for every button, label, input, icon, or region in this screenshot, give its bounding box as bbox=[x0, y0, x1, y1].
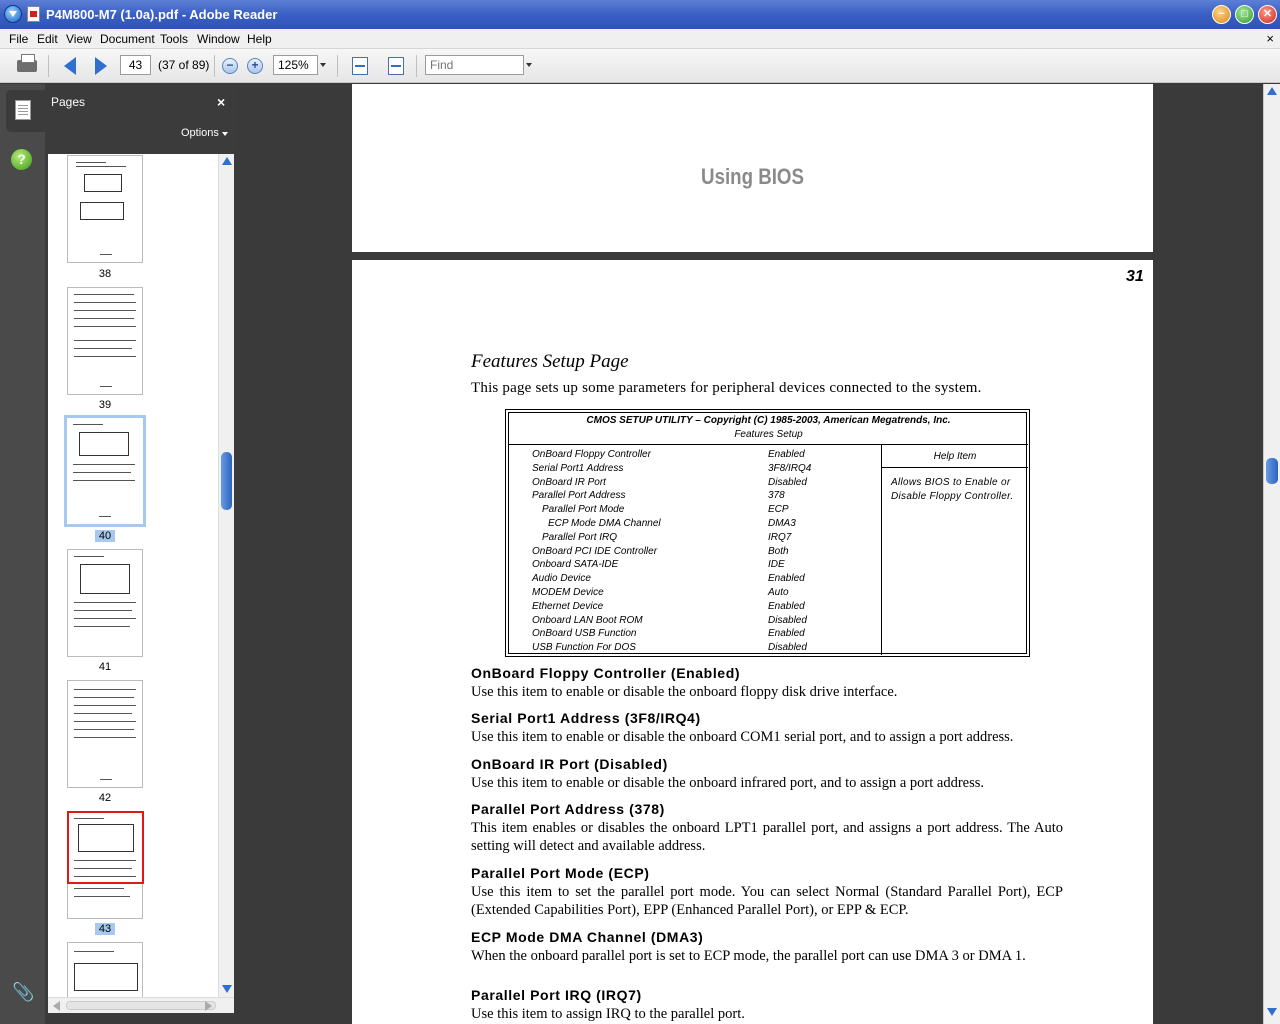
page-thumbnail-39[interactable] bbox=[67, 287, 143, 395]
toolbar-divider bbox=[214, 55, 215, 77]
setting-heading: Parallel Port Mode (ECP) bbox=[471, 865, 650, 881]
scrollbar-thumb[interactable] bbox=[1266, 458, 1278, 484]
zoom-out-button[interactable] bbox=[218, 55, 242, 77]
bios-setting-name: Parallel Port Address bbox=[532, 490, 626, 502]
close-document-button[interactable]: × bbox=[1266, 31, 1274, 46]
scroll-down-icon[interactable] bbox=[222, 985, 232, 993]
setting-description bbox=[471, 665, 1063, 701]
bios-setting-name: OnBoard IR Port bbox=[532, 476, 606, 488]
menu-window[interactable]: Window bbox=[197, 32, 240, 46]
bios-setting-value: Enabled bbox=[768, 628, 805, 640]
thumbnail-label: 40 bbox=[67, 530, 143, 542]
menu-document[interactable]: Document bbox=[100, 32, 155, 46]
bios-setting-value: DMA3 bbox=[768, 518, 796, 529]
options-menu-button[interactable]: Options bbox=[181, 127, 219, 139]
find-options-dropdown-icon[interactable] bbox=[526, 63, 532, 67]
close-icon: ✕ bbox=[1262, 8, 1273, 20]
setting-description bbox=[471, 801, 1063, 855]
section-title: Features Setup Page bbox=[471, 351, 629, 372]
bios-setting-name: Onboard LAN Boot ROM bbox=[532, 614, 643, 626]
bios-help-header: Help Item bbox=[882, 446, 1028, 468]
bios-setting-value: Enabled bbox=[768, 600, 805, 612]
document-scrollbar[interactable] bbox=[1263, 84, 1280, 1024]
scroll-up-icon[interactable] bbox=[222, 157, 232, 165]
title-bar bbox=[0, 0, 1280, 29]
scroll-down-icon[interactable] bbox=[1267, 1008, 1277, 1016]
arrow-left-icon bbox=[64, 57, 76, 75]
setting-heading: ECP Mode DMA Channel (DMA3) bbox=[471, 929, 704, 945]
bios-help-text: Allows BIOS to Enable or Disable Floppy Controller. bbox=[891, 477, 1014, 502]
scroll-right-icon[interactable] bbox=[205, 1001, 212, 1011]
bios-setting-value: 3F8/IRQ4 bbox=[768, 462, 812, 474]
toolbar-divider bbox=[416, 55, 417, 77]
thumbnail-label: 39 bbox=[98, 399, 112, 411]
zoom-dropdown-icon[interactable] bbox=[320, 63, 326, 67]
page-heading: Using BIOS bbox=[701, 164, 804, 189]
maximize-icon: □ bbox=[1241, 8, 1248, 20]
help-icon[interactable]: ? bbox=[11, 149, 32, 170]
pdf-page-previous bbox=[352, 84, 1153, 252]
navigation-rail bbox=[0, 84, 45, 1024]
bios-setting-value: Disabled bbox=[768, 642, 807, 654]
fit-page-icon bbox=[388, 57, 404, 75]
bios-setting-name: Serial Port1 Address bbox=[532, 462, 624, 474]
bios-setting-value: Auto bbox=[768, 587, 789, 598]
thumbnail-label: 42 bbox=[98, 792, 112, 804]
bios-setting-value: Enabled bbox=[768, 449, 805, 460]
arrow-right-icon bbox=[95, 57, 107, 75]
setting-heading: OnBoard Floppy Controller (Enabled) bbox=[471, 665, 741, 681]
page-number-input[interactable] bbox=[120, 55, 151, 75]
zoom-out-icon: − bbox=[222, 58, 238, 74]
bios-setting-value: ECP bbox=[768, 504, 789, 516]
next-page-button[interactable] bbox=[89, 55, 113, 77]
menu-file[interactable]: File bbox=[9, 32, 29, 46]
chevron-down-icon bbox=[222, 132, 228, 136]
setting-text: When the onboard parallel port is set to ECP mode, the parallel port can use DMA 3 or DMA 1. bbox=[471, 948, 1026, 964]
zoom-in-icon: + bbox=[247, 58, 263, 74]
bios-setting-name: Parallel Port Mode bbox=[542, 504, 625, 516]
bios-setting-name: Onboard SATA-IDE bbox=[532, 559, 619, 571]
setting-text: This item enables or disables the onboard LPT1 parallel port, and assigns a port address. The Auto setting will detect and available address. bbox=[471, 820, 1063, 854]
print-button[interactable] bbox=[15, 55, 39, 77]
pages-panel-title: Pages bbox=[51, 95, 86, 109]
page-thumbnail-42[interactable] bbox=[67, 680, 143, 788]
setting-description bbox=[471, 865, 1063, 919]
fit-width-button[interactable] bbox=[348, 55, 372, 77]
page-thumbnail-38[interactable] bbox=[67, 155, 143, 263]
thumbnail-label: 43 bbox=[67, 923, 143, 935]
setting-description bbox=[471, 929, 1063, 965]
bios-setting-value: 378 bbox=[768, 490, 785, 502]
menu-tools[interactable]: Tools bbox=[160, 32, 189, 46]
pages-tab-button[interactable] bbox=[6, 90, 45, 132]
menu-edit[interactable]: Edit bbox=[37, 32, 58, 46]
setting-heading: Serial Port1 Address (3F8/IRQ4) bbox=[471, 710, 701, 726]
bios-setting-name: OnBoard Floppy Controller bbox=[532, 449, 651, 460]
menu-bar bbox=[0, 29, 1280, 49]
thumbnail-label: 41 bbox=[98, 661, 112, 673]
minimize-icon: − bbox=[1218, 8, 1225, 20]
page-thumbnail-44[interactable] bbox=[67, 942, 143, 997]
attachments-icon[interactable]: 📎 bbox=[12, 982, 35, 1002]
pdf-page-current bbox=[352, 260, 1153, 1024]
minimize-button[interactable] bbox=[1212, 5, 1231, 24]
bios-setting-value: Disabled bbox=[768, 614, 807, 626]
setting-text: Use this item to enable or disable the onboard floppy disk drive interface. bbox=[471, 684, 898, 700]
setting-description bbox=[471, 987, 1063, 1023]
toolbar bbox=[0, 49, 1280, 83]
pages-panel bbox=[45, 84, 237, 1018]
menu-help[interactable]: Help bbox=[247, 32, 272, 46]
bios-setting-value: IRQ7 bbox=[768, 531, 792, 543]
printer-icon bbox=[17, 60, 37, 72]
page-number: 31 bbox=[1126, 268, 1144, 285]
pdf-document-icon bbox=[27, 6, 40, 22]
menu-view[interactable]: View bbox=[66, 32, 92, 46]
bios-setting-value: Both bbox=[768, 545, 789, 557]
find-input[interactable] bbox=[425, 55, 524, 75]
close-window-button[interactable] bbox=[1258, 5, 1277, 24]
toolbar-divider bbox=[48, 55, 49, 77]
setting-heading: OnBoard IR Port (Disabled) bbox=[471, 756, 668, 772]
setting-text: Use this item to set the parallel port mode. You can select Normal (Standard Parallel Port), ECP (Extended Capabilities Port), EPP (Enhanced Parallel Port), or EPP & ECP. bbox=[471, 884, 1063, 918]
bios-setting-name: ECP Mode DMA Channel bbox=[548, 518, 661, 529]
bios-setting-name: OnBoard USB Function bbox=[532, 628, 637, 640]
setting-heading: Parallel Port IRQ (IRQ7) bbox=[471, 987, 642, 1003]
page-thumbnail-40[interactable] bbox=[64, 415, 146, 527]
page-thumbnail-43[interactable] bbox=[67, 811, 143, 919]
maximize-button[interactable] bbox=[1235, 5, 1254, 24]
setting-description bbox=[471, 710, 1063, 746]
bios-header: CMOS SETUP UTILITY – Copyright (C) 1985-2003, American Megatrends, Inc. bbox=[586, 415, 951, 426]
bios-setting-name: Ethernet Device bbox=[532, 600, 604, 612]
previous-page-button[interactable] bbox=[58, 55, 82, 77]
thumbnail-label: 38 bbox=[98, 268, 112, 280]
document-view[interactable] bbox=[238, 84, 1263, 1024]
bios-setup-screen bbox=[505, 409, 1030, 657]
setting-heading: Parallel Port Address (378) bbox=[471, 801, 665, 817]
scroll-up-icon[interactable] bbox=[1267, 87, 1277, 95]
page-thumbnail-41[interactable] bbox=[67, 549, 143, 657]
bios-setting-name: Audio Device bbox=[532, 573, 591, 585]
setting-text: Use this item to assign IRQ to the parallel port. bbox=[471, 1006, 745, 1022]
adobe-reader-app-icon[interactable] bbox=[4, 5, 22, 23]
bios-setting-name: MODEM Device bbox=[532, 587, 604, 598]
thumbnail-horizontal-scrollbar[interactable] bbox=[48, 997, 234, 1013]
bios-setting-name: USB Function For DOS bbox=[532, 642, 636, 654]
page-count-label: (37 of 89) bbox=[158, 58, 210, 72]
fit-width-icon bbox=[352, 57, 368, 75]
fit-page-button[interactable] bbox=[384, 55, 408, 77]
setting-text: Use this item to enable or disable the onboard COM1 serial port, and to assign a port address. bbox=[471, 729, 1014, 745]
zoom-input[interactable] bbox=[273, 55, 318, 75]
setting-text: Use this item to enable or disable the onboard infrared port, and to assign a port address. bbox=[471, 775, 985, 791]
bios-subheader: Features Setup bbox=[734, 429, 803, 440]
scrollbar-thumb[interactable] bbox=[221, 452, 232, 510]
scroll-left-icon[interactable] bbox=[53, 1001, 60, 1011]
bios-setting-name: OnBoard PCI IDE Controller bbox=[532, 545, 658, 557]
toolbar-divider bbox=[337, 55, 338, 77]
setting-description bbox=[471, 756, 1063, 792]
scrollbar-thumb[interactable] bbox=[66, 1001, 216, 1010]
thumbnail-scrollbar[interactable] bbox=[218, 154, 234, 997]
bios-setting-value: IDE bbox=[768, 559, 785, 571]
close-panel-button[interactable]: × bbox=[217, 94, 226, 110]
thumbnail-list[interactable] bbox=[48, 154, 218, 997]
zoom-in-button[interactable] bbox=[243, 55, 267, 77]
window-title: P4M800-M7 (1.0a).pdf - Adobe Reader bbox=[46, 7, 278, 22]
pages-icon bbox=[15, 100, 31, 120]
bios-setting-name: Parallel Port IRQ bbox=[542, 531, 618, 543]
bios-setting-value: Enabled bbox=[768, 573, 805, 585]
bios-setting-value: Disabled bbox=[768, 476, 807, 488]
section-intro: This page sets up some parameters for peripheral devices connected to the system. bbox=[471, 380, 982, 396]
visible-area-frame[interactable] bbox=[67, 811, 144, 884]
